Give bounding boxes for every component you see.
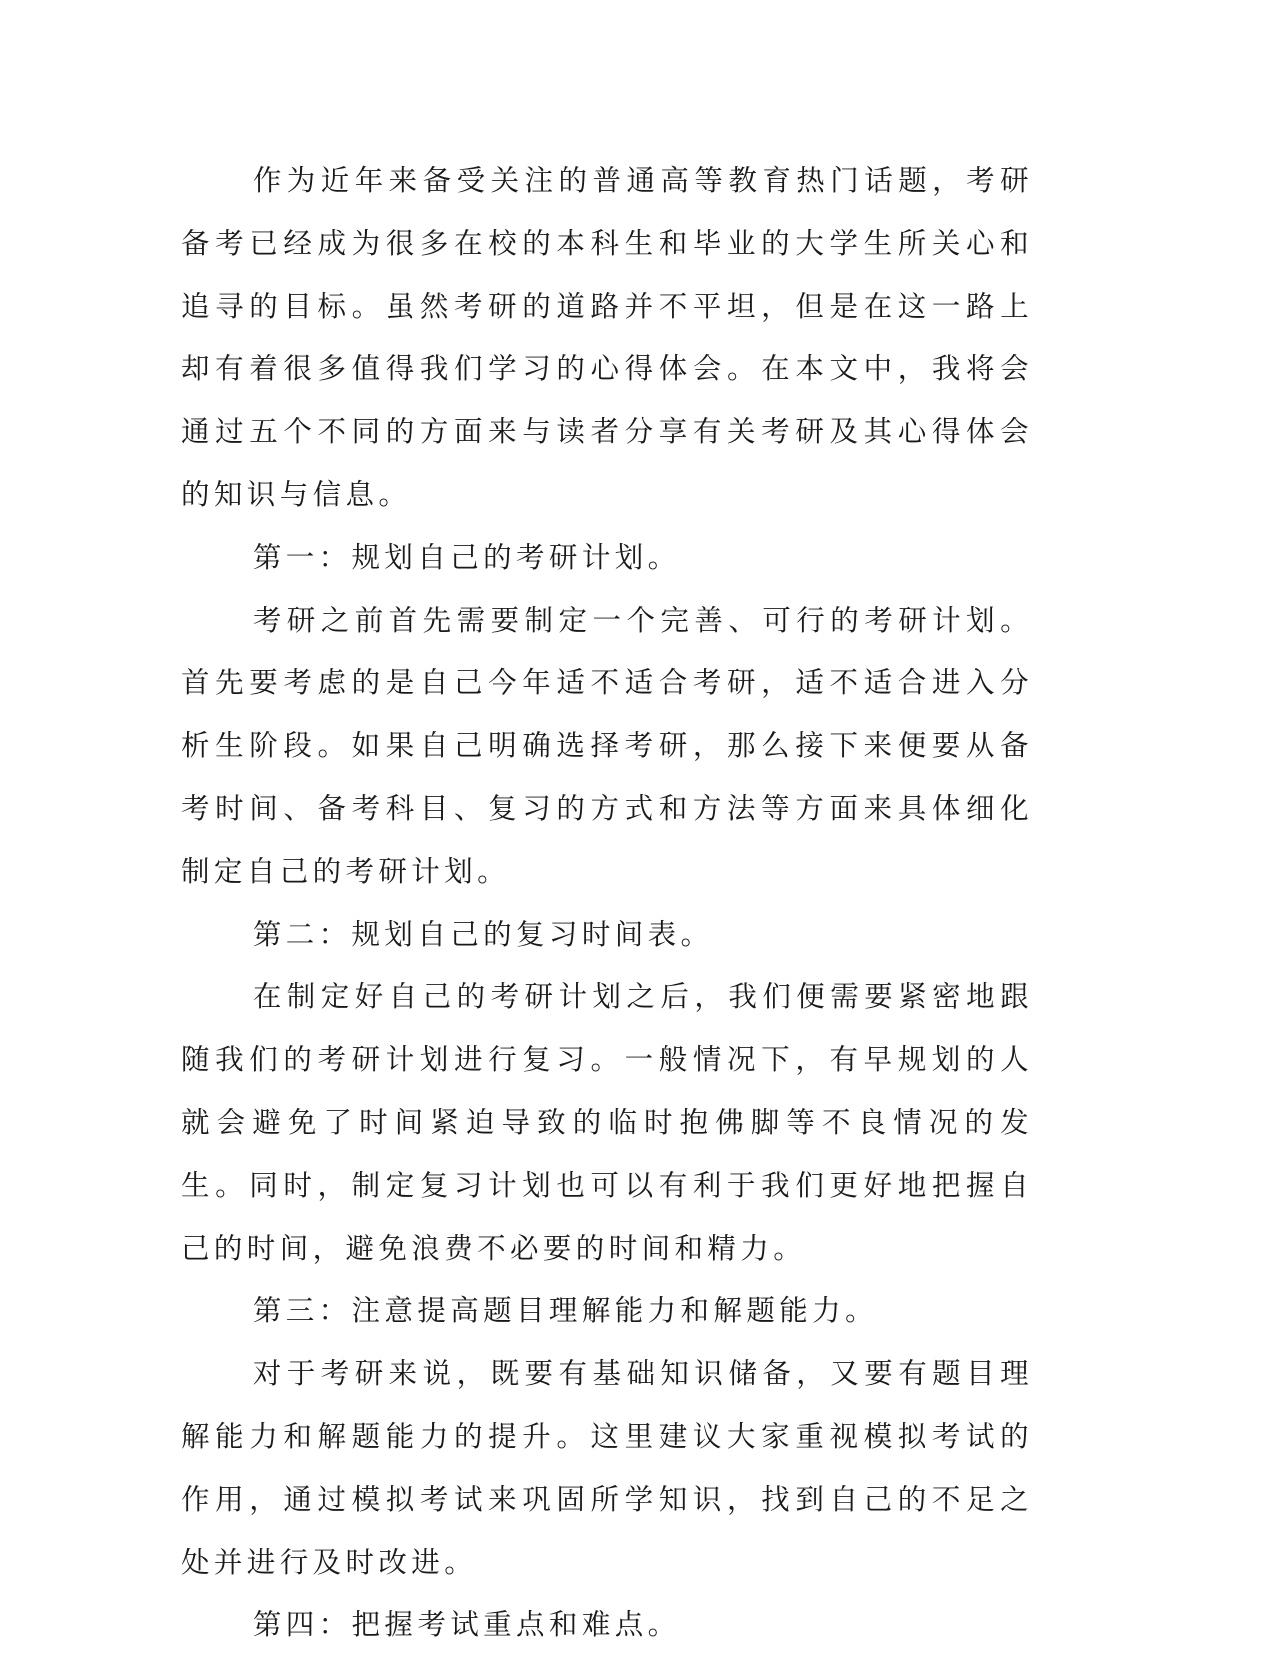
section-paragraph-1: 考研之前首先需要制定一个完善、可行的考研计划。首先要考虑的是自己今年适不适合考研，适不适合进入分析生阶段。如果自己明确选择考研，那么接下来便要从备考时间、备考科目、复习的方式和方法等方面来具体细化制定自己的考研计划。 <box>181 603 1033 888</box>
intro-paragraph: 作为近年来备受关注的普通高等教育热门话题，考研备考已经成为很多在校的本科生和毕业的大学生所关心和追寻的目标。虽然考研的道路并不平坦，但是在这一路上却有着很多值得我们学习的心得体会。在本文中，我将会通过五个不同的方面来与读者分享有关考研及其心得体会的知识与信息。 <box>181 164 1033 511</box>
section-heading-3: 第三：注意提高题目理解能力和解题能力。 <box>252 1294 878 1328</box>
document-page <box>181 150 1033 1657</box>
section-paragraph-3: 对于考研来说，既要有基础知识储备，又要有题目理解能力和解题能力的提升。这里建议大家重视模拟考试的作用，通过模拟考试来巩固所学知识，找到自己的不足之处并进行及时改进。 <box>181 1357 1033 1579</box>
section-paragraph-2: 在制定好自己的考研计划之后，我们便需要紧密地跟随我们的考研计划进行复习。一般情况下，有早规划的人就会避免了时间紧迫导致的临时抱佛脚等不良情况的发生。同时，制定复习计划也可以有利于我们更好地把握自己的时间，避免浪费不必要的时间和精力。 <box>181 980 1033 1265</box>
section-heading-4: 第四：把握考试重点和难点。 <box>252 1608 681 1642</box>
section-heading-2: 第二：规划自己的复习时间表。 <box>252 917 714 951</box>
section-heading-1: 第一：规划自己的考研计划。 <box>252 540 681 574</box>
